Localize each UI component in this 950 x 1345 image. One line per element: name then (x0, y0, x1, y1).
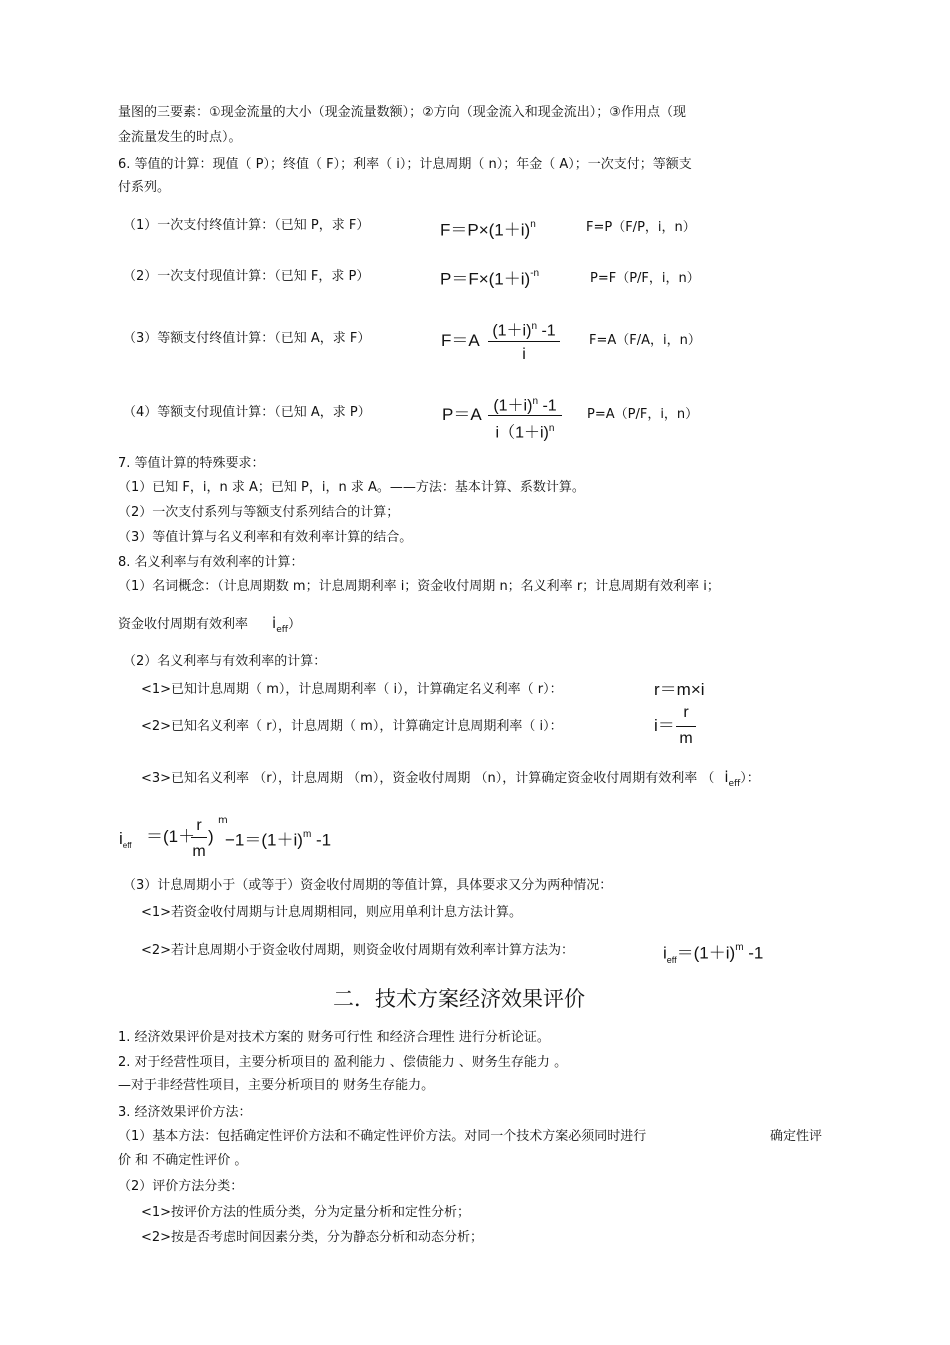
formula: $F=P\times(1+i)^n$ (440, 219, 536, 240)
fraction-denominator: i（1＋i)$^n$ (495, 423, 555, 442)
text-line: 2. 对于经营性项目，主要分析项目的 盈利能力 、偿债能力 、财务生存能力 。 (118, 1055, 568, 1070)
text-line: （3）等值计算与名义利率和有效利率计算的结合。 (118, 530, 413, 545)
text-line: （2）名义利率与有效利率的计算： (123, 654, 327, 669)
formula: $P=F\times(1+i)^{-n}$ (440, 268, 540, 289)
formula: $i_{eff}=(1+i)^m$ -1 (663, 942, 764, 965)
text-line: <2>按是否考虑时间因素分类，分为静态分析和动态分析； (141, 1230, 484, 1245)
text-line: 7. 等值计算的特殊要求： (118, 456, 265, 471)
fraction-numerator: r (683, 704, 689, 721)
formula: ) (208, 827, 214, 846)
text-line: <2>若计息周期小于资金收付周期，则资金收付周期有效利率计算方法为： (141, 943, 575, 958)
text-line: <1>按评价方法的性质分类，分为定量分析和定性分析； (141, 1205, 471, 1220)
text-line: （2）一次支付系列与等额支付系列结合的计算； (118, 505, 400, 520)
text-line: 价 和 不确定性评价 。 (118, 1153, 248, 1168)
factor-notation: P=F（P/F，i，n） (590, 271, 700, 286)
text-line: 量图的三要素：①现金流量的大小（现金流量数额）；②方向（现金流入和现金流出）；③作用点（现 (118, 105, 686, 120)
fraction-denominator: m (192, 843, 206, 860)
text-line: （1）基本方法：包括确定性评价方法和不确定性评价方法。对同一个技术方案必须同时进行 (118, 1129, 647, 1144)
text-line: <2>已知名义利率（ r），计息周期（ m），计算确定计息周期利率（ i）： (141, 719, 563, 734)
text-line: （1）名词概念：（计息周期数 m；计息周期利率 i；资金收付周期 n；名义利率 r；计息周期有效利率 i； (118, 579, 720, 594)
fraction-bar (488, 341, 560, 342)
factor-notation: F=P（F/P，i，n） (586, 220, 696, 235)
formula-lhs: i＝ (654, 716, 675, 735)
formula-lhs: $i_{eff}$ (119, 829, 132, 850)
text-line: 确定性评 (770, 1129, 823, 1144)
text-line: 付系列。 (118, 180, 171, 195)
text-line: <1>若资金收付周期与计息周期相同，则应用单利计息方法计算。 (141, 905, 523, 920)
fraction-denominator: i (522, 346, 526, 363)
text-line: —对于非经营性项目，主要分析项目的 财务生存能力。 (118, 1078, 435, 1093)
formula-label: （2）一次支付现值计算：（已知 F，求 P） (123, 269, 370, 284)
fraction-numerator: $(1+i)^n$ -1 (492, 321, 556, 340)
text-line: <3>已知名义利率 （r），计息周期 （m），资金收付周期 （n），计算确定资金收付周期有效利率 （ $i_{eff}$）： (141, 768, 760, 789)
text-line: （2）评价方法分类： (118, 1179, 244, 1194)
text-line: （3）计息周期小于（或等于）资金收付周期的等值计算，具体要求又分为两种情况： (123, 878, 613, 893)
formula: r＝m×i (654, 680, 705, 699)
fraction-bar (676, 726, 696, 727)
formula: $-1=(1+i)^m$ -1 (225, 829, 332, 850)
formula-label: （3）等额支付终值计算：（已知 A，求 F） (123, 331, 371, 346)
formula-lhs: P＝A (442, 405, 482, 424)
factor-notation: F=A（F/A，i，n） (589, 333, 701, 348)
exponent: m (218, 815, 228, 826)
fraction-bar (488, 415, 562, 416)
fraction-numerator: r (196, 817, 202, 834)
formula-label: （4）等额支付现值计算：（已知 A，求 P） (123, 405, 371, 420)
text-line: 6. 等值的计算：现值（ P）；终值（ F）；利率（ i）；计息周期（ n）；年金（ A）；一次支付；等额支 (118, 157, 692, 172)
formula: ＝(1＋ (146, 827, 196, 846)
formula-lhs: F＝A (441, 331, 480, 350)
factor-notation: P=A（P/F，i，n） (587, 407, 699, 422)
fraction-numerator: $(1+i)^n$ -1 (493, 396, 557, 415)
text-line: 1. 经济效果评价是对技术方案的 财务可行性 和经济合理性 进行分析论证。 (118, 1030, 550, 1045)
text-line: 金流量发生的时点）。 (118, 130, 242, 145)
text-line: 8. 名义利率与有效利率的计算： (118, 555, 304, 570)
fraction-bar (191, 837, 207, 838)
text-line: 资金收付周期有效利率 $i_{eff}$） (118, 614, 301, 635)
text-line: <1>已知计息周期（ m），计息周期利率（ i），计算确定名义利率（ r）： (141, 682, 563, 697)
text-line: 3. 经济效果评价方法： (118, 1105, 252, 1120)
text-line: （1）已知 F，i，n 求 A；已知 P，i，n 求 A。——方法：基本计算、系数计算。 (118, 480, 585, 495)
formula-label: （1）一次支付终值计算：（已知 P，求 F） (123, 218, 370, 233)
section-heading: 二．技术方案经济效果评价 (333, 987, 585, 1011)
fraction-denominator: m (679, 730, 693, 747)
